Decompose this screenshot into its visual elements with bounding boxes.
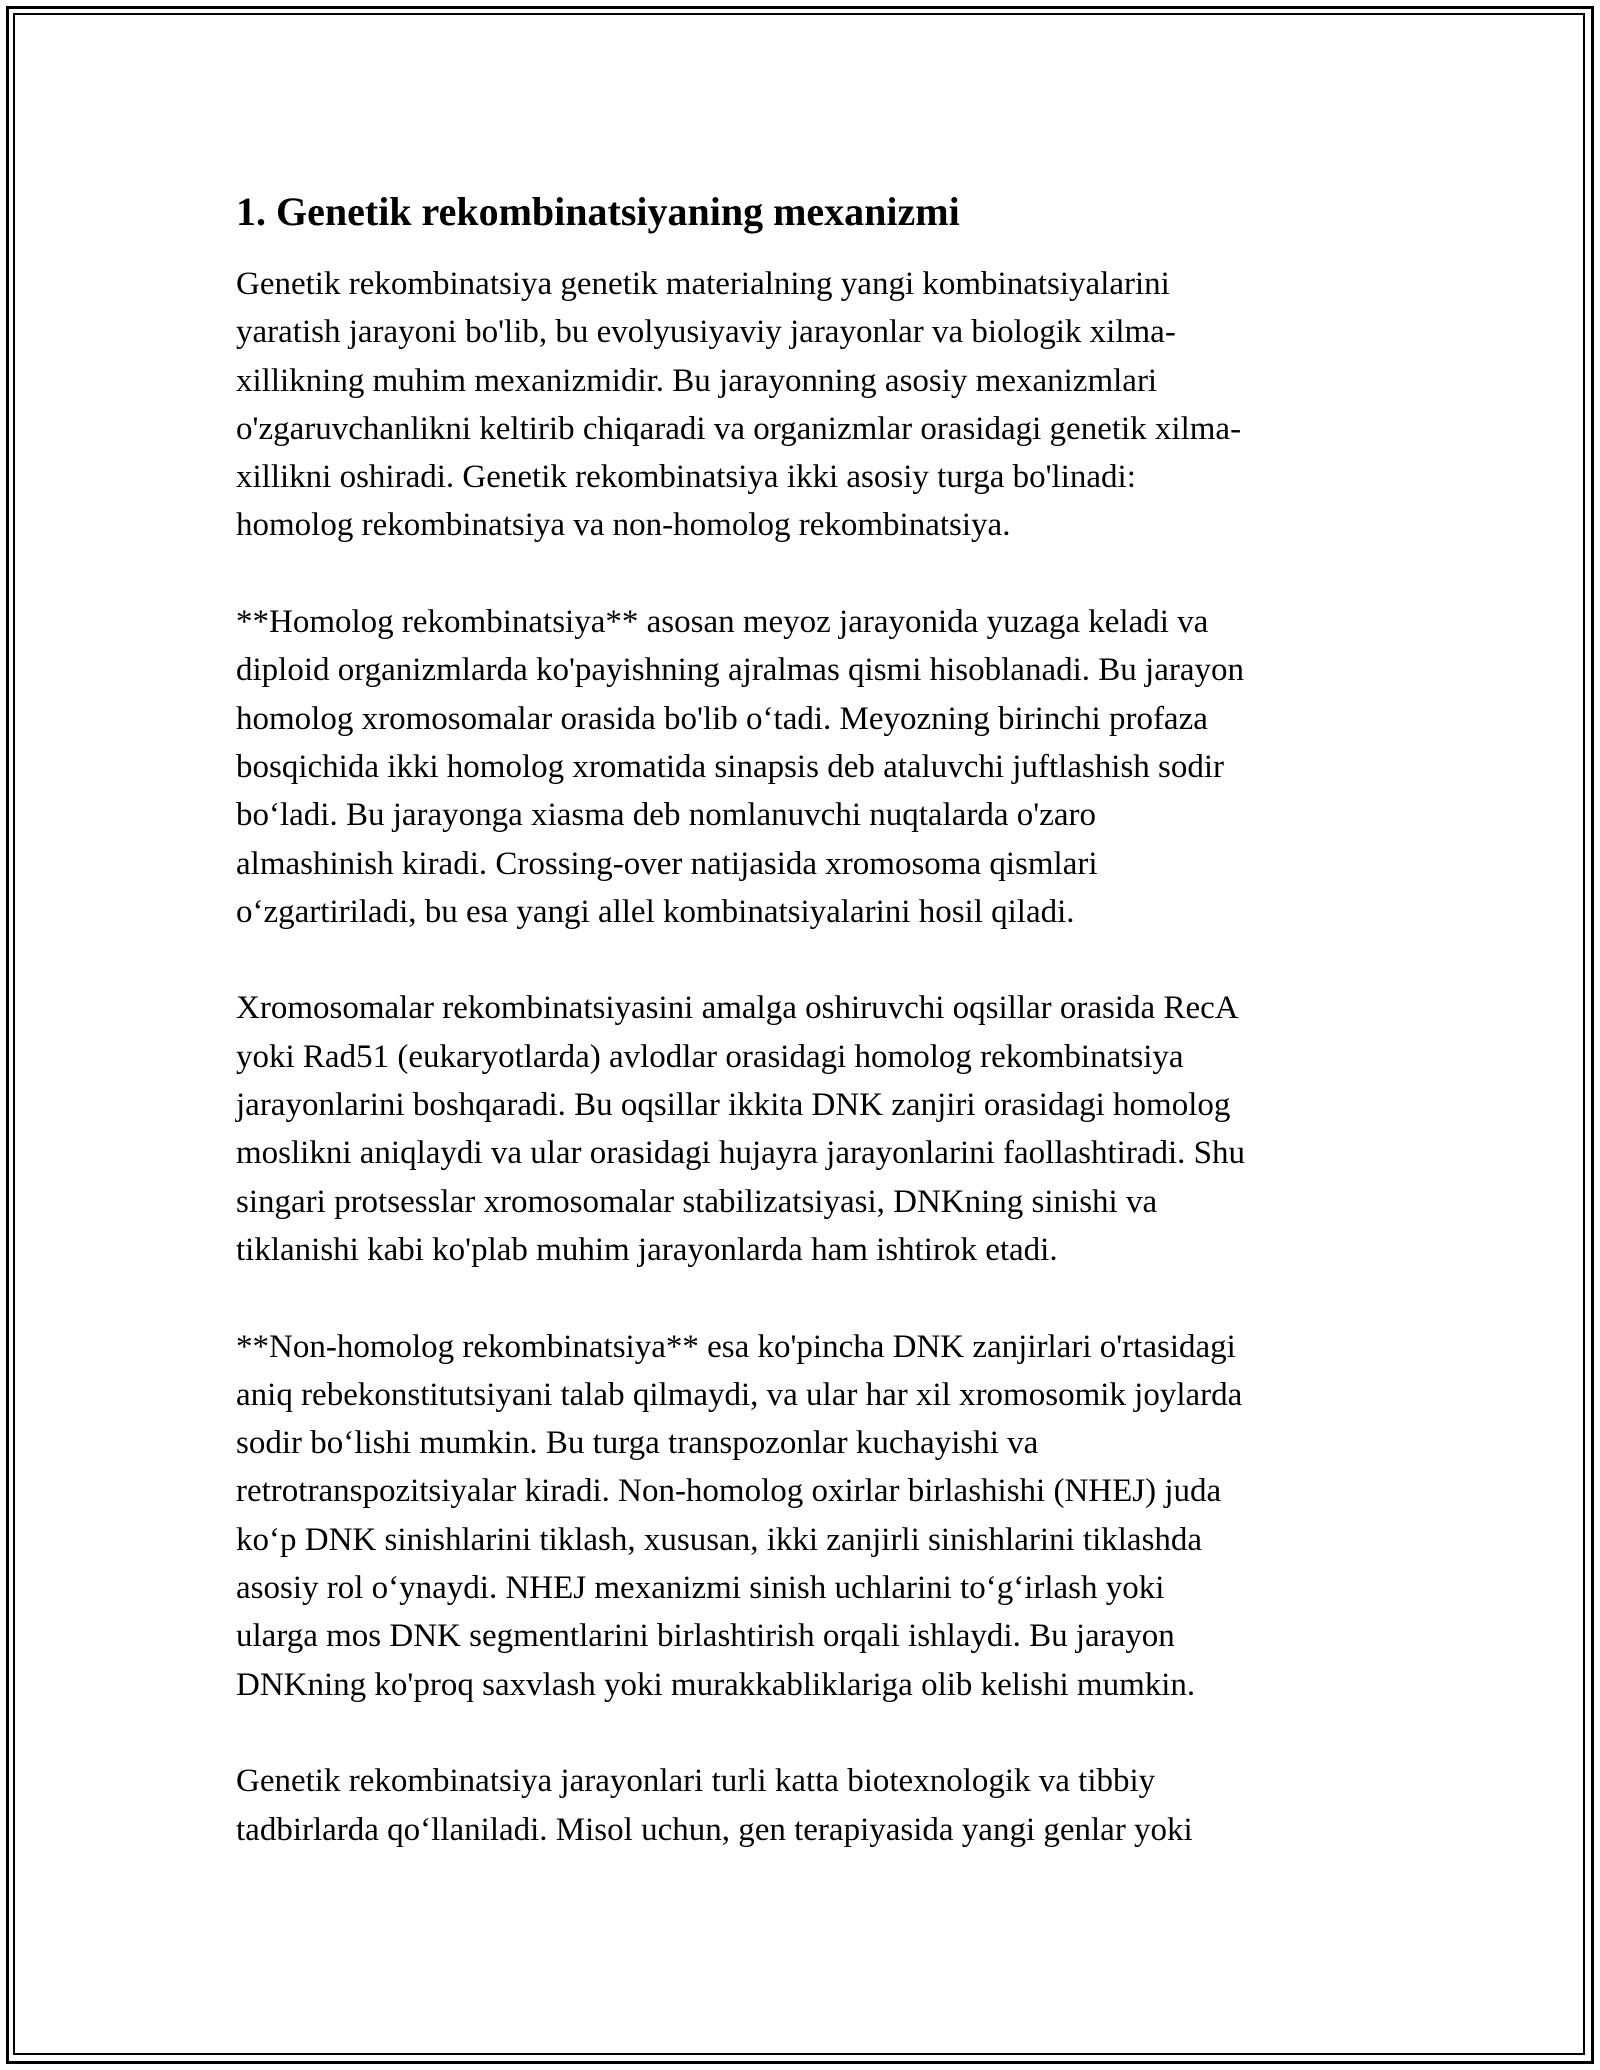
paragraph-intro: Genetik rekombinatsiya genetik materialning yangi kombinatsiyalarini yaratish jarayoni bo'lib, bu evolyusiyaviy jarayonlar va biologik xilma- xillikning muhim mexanizmidir. Bu jarayonning asosiy mexanizmlari o'zgaruvchanlikni keltirib chiqaradi va organizmlar orasidagi genetik xilma- xillikni oshiradi. Genetik rekombinatsiya ikki asosiy turga bo'linadi: homolog rekombinatsiya va non-homolog rekombinatsiya. (236, 266, 1242, 544)
paragraph-proteins: Xromosomalar rekombinatsiyasini amalga oshiruvchi oqsillar orasida RecA yoki Rad51 (eukaryotlarda) avlodlar orasidagi homolog rekombinatsiya jarayonlarini boshqaradi. Bu oqsillar ikkita DNK zanjiri orasidagi homolog moslikni aniqlaydi va ular orasidagi hujayra jarayonlarini faollashtiradi. Shu singari protsesslar xromosomalar stabilizatsiyasi, DNKning sinishi va tiklanishi kabi ko'plab muhim jarayonlarda ham ishtirok etadi. (236, 990, 1245, 1268)
paragraph-non-homolog: **Non-homolog rekombinatsiya** esa ko'pincha DNK zanjirlari o'rtasidagi aniq rebekonstitutsiyani talab qilmaydi, va ular har xil xromosomik joylarda sodir bo‘lishi mumkin. Bu turga transpozonlar kuchayishi va retrotranspozitsiyalar kiradi. Non-homolog oxirlar birlashishi (NHEJ) juda ko‘p DNK sinishlarini tiklash, xususan, ikki zanjirli sinishlarini tiklashda asosiy rol o‘ynaydi. NHEJ mexanizmi sinish uchlarini to‘g‘irlash yoki ularga mos DNK segmentlarini birlashtirish orqali ishlaydi. Bu jarayon DNKning ko'proq saxvlash yoki murakkabliklariga olib kelishi mumkin. (236, 1328, 1243, 1703)
section-heading: 1. Genetik rekombinatsiyaning mexanizmi (236, 189, 960, 234)
document-body (236, 180, 1366, 1902)
paragraph-homolog: **Homolog rekombinatsiya** asosan meyoz jarayonida yuzaga keladi va diploid organizmlarda ko'payishning ajralmas qismi hisoblanadi. Bu jarayon homolog xromosomalar orasida bo'lib o‘tadi. Meyozning birinchi profaza bosqichida ikki homolog xromatida sinapsis deb ataluvchi juftlashish sodir bo‘ladi. Bu jarayonga xiasma deb nomlanuvchi nuqtalarda o'zaro almashinish kiradi. Crossing-over natijasida xromosoma qismlari o‘zgartiriladi, bu esa yangi allel kombinatsiyalarini hosil qiladi. (236, 604, 1244, 930)
paragraph-applications: Genetik rekombinatsiya jarayonlari turli katta biotexnologik va tibbiy tadbirlarda qo‘llaniladi. Misol uchun, gen terapiyasida yangi genlar yoki (236, 1763, 1193, 1848)
